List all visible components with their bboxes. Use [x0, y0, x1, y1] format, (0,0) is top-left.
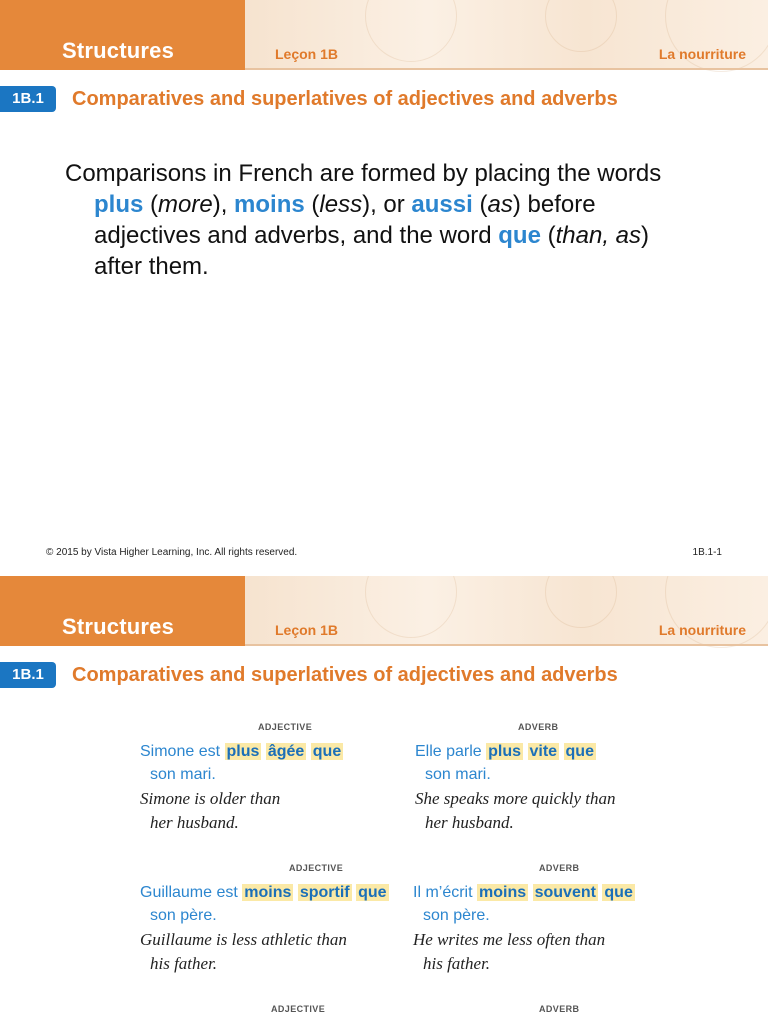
- example-adverb-1: [415, 722, 675, 835]
- intro-line-3-text: adjectives and adverbs, and the word: [94, 222, 492, 249]
- example-tag: ADJECTIVE: [289, 863, 344, 873]
- slide-title: Comparatives and superlatives of adjectives and adverbs: [72, 664, 618, 686]
- english-translation: He writes me less often than: [413, 930, 606, 949]
- english-translation: Simone is older than: [140, 789, 281, 808]
- highlight-word: plus: [488, 743, 522, 760]
- french-sentence: [415, 740, 675, 763]
- lesson-label: Leçon 1B: [275, 622, 339, 638]
- highlight-word: que: [358, 884, 387, 901]
- section-title: Structures: [62, 614, 175, 639]
- intro-line-2-tail: before: [527, 191, 596, 218]
- lesson-label: Leçon 1B: [275, 46, 339, 62]
- slide-2: [0, 576, 768, 1024]
- french-sentence-cont: son père.: [423, 907, 490, 924]
- theme-label: La nourriture: [658, 46, 746, 62]
- slide-header: [0, 576, 768, 646]
- french-text: Simone est: [140, 743, 221, 760]
- french-text: Elle parle: [415, 743, 482, 760]
- french-sentence-cont: son mari.: [425, 766, 491, 783]
- french-sentence-cont: son mari.: [150, 766, 216, 783]
- gloss-as: as: [487, 191, 513, 218]
- french-text: Il m’écrit: [413, 884, 473, 901]
- english-translation-cont: his father.: [423, 954, 491, 973]
- example-adverb-3: [413, 1004, 673, 1014]
- english-translation: She speaks more quickly than: [415, 789, 616, 808]
- highlight-word: que: [565, 743, 594, 760]
- theme-label: La nourriture: [658, 622, 746, 638]
- english-translation-cont: his father.: [150, 954, 218, 973]
- slide-number: 1B.1-1: [692, 547, 722, 558]
- highlight-word: moins: [479, 884, 527, 901]
- french-sentence-cont: son père.: [150, 907, 217, 924]
- french-text: Guillaume est: [140, 884, 238, 901]
- gloss-less: less: [319, 191, 363, 218]
- section-badge: 1B.1: [0, 86, 56, 112]
- highlight-word: moins: [244, 884, 292, 901]
- example-adjective-3: [140, 1004, 400, 1014]
- keyword-aussi: aussi: [411, 191, 473, 218]
- slide-title: Comparatives and superlatives of adjectives and adverbs: [72, 88, 618, 110]
- example-tag: ADJECTIVE: [271, 1004, 326, 1014]
- intro-line-1: Comparisons in French are formed by placing the words: [65, 160, 662, 187]
- gloss-than-as: than, as: [555, 222, 642, 249]
- highlight-word: plus: [226, 743, 260, 760]
- section-title: Structures: [62, 38, 175, 63]
- example-tag: ADVERB: [518, 722, 559, 732]
- intro-paragraph: [65, 158, 730, 282]
- english-translation-cont: her husband.: [425, 813, 514, 832]
- example-tag: ADVERB: [539, 1004, 580, 1014]
- gloss-more: more: [158, 191, 213, 218]
- keyword-que: que: [498, 222, 541, 249]
- copyright-notice: © 2015 by Vista Higher Learning, Inc. All rights reserved.: [46, 547, 298, 558]
- slide-header: [0, 0, 768, 70]
- header-divider: [245, 68, 768, 70]
- french-sentence: [413, 881, 673, 904]
- keyword-plus: plus: [94, 191, 144, 218]
- english-translation: Guillaume is less athletic than: [140, 930, 347, 949]
- intro-line-3: adjectives and adverbs, and the word que (than, as): [94, 222, 650, 249]
- intro-line-4: after them.: [94, 253, 209, 280]
- french-sentence: [140, 740, 400, 763]
- example-adverb-2: [413, 863, 673, 976]
- english-translation-cont: her husband.: [150, 813, 239, 832]
- example-tag: ADJECTIVE: [258, 722, 313, 732]
- highlight-word: souvent: [534, 884, 596, 901]
- highlight-word: que: [604, 884, 633, 901]
- highlight-word: âgée: [267, 743, 305, 760]
- keyword-moins: moins: [234, 191, 305, 218]
- section-badge: 1B.1: [0, 662, 56, 688]
- example-adjective-1: [140, 722, 400, 835]
- highlight-word: sportif: [299, 884, 350, 901]
- highlight-word: que: [312, 743, 342, 760]
- highlight-word: vite: [529, 743, 558, 760]
- intro-line-2: plus (more), moins (less), or aussi (as) before: [94, 191, 596, 218]
- header-divider: [245, 644, 768, 646]
- french-sentence: [140, 881, 400, 904]
- example-tag: ADVERB: [539, 863, 580, 873]
- example-adjective-2: [140, 863, 400, 976]
